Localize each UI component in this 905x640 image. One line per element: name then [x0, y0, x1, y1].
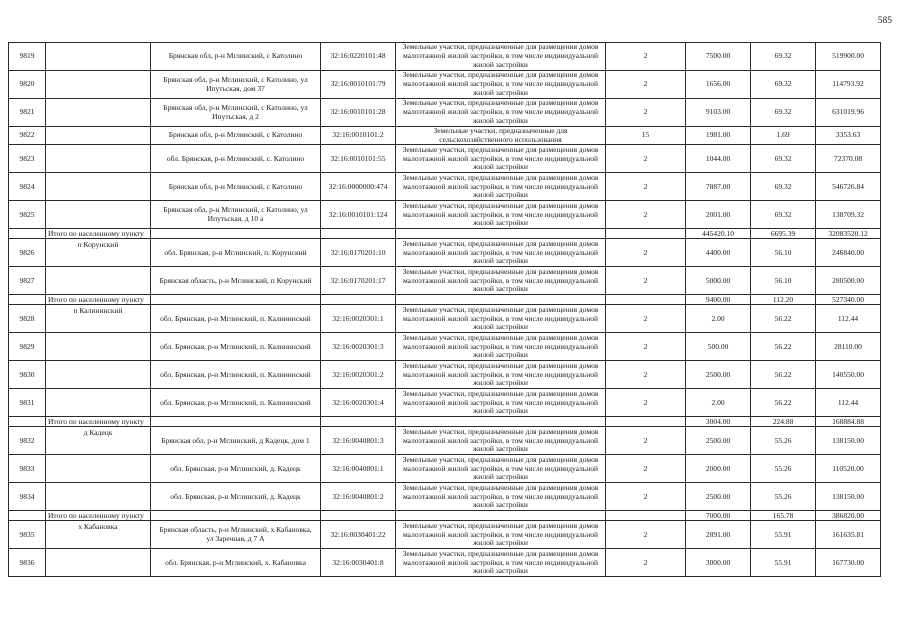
land-category-cell: Земельные участки, предназначенные для размещения домов малоэтажной жилой застройки, в том числе индивидуальной жилой застройки	[396, 305, 606, 333]
address-cell	[151, 229, 321, 239]
land-category-cell	[396, 511, 606, 521]
address-cell: обл. Брянская, р-н Мглинский, д. Кадецк	[151, 455, 321, 483]
land-category-cell: Земельные участки, предназначенные для размещения домов малоэтажной жилой застройки, в том числе индивидуальной жилой застройки	[396, 71, 606, 99]
land-category-cell: Земельные участки, предназначенные для размещения домов малоэтажной жилой застройки, в том числе индивидуальной жилой застройки	[396, 361, 606, 389]
table-row	[9, 549, 881, 577]
land-category-cell: Земельные участки, предназначенные для размещения домов малоэтажной жилой застройки, в том числе индивидуальной жилой застройки	[396, 43, 606, 71]
rate-cell: 69.32	[751, 99, 816, 127]
cadastral-value-cell: 519900.00	[816, 43, 881, 71]
total-label-cell: Итого по населенному пункту	[46, 511, 151, 521]
settlement-cell	[46, 145, 151, 173]
land-category-cell	[396, 295, 606, 305]
table-row	[9, 521, 881, 549]
area-cell: 2500.00	[686, 361, 751, 389]
row-number-cell: 9832	[9, 427, 46, 455]
category-code-cell: 2	[606, 43, 686, 71]
address-cell: Брянская обл, р-н Мглинский, с Католино, ул Ипутьская, дом 37	[151, 71, 321, 99]
category-code-cell: 2	[606, 455, 686, 483]
table-row	[9, 333, 881, 361]
cadastral-number-cell	[321, 417, 396, 427]
area-cell: 2001.00	[686, 201, 751, 229]
row-number-cell	[9, 417, 46, 427]
cadastral-number-cell: 32:16:0010101:28	[321, 99, 396, 127]
cadastral-number-cell: 32:16:0030401:22	[321, 521, 396, 549]
cadastral-value-cell: 138150.00	[816, 483, 881, 511]
table-row	[9, 427, 881, 455]
land-category-cell	[396, 229, 606, 239]
settlement-cell	[46, 99, 151, 127]
total-cadastral-value-cell: 32083520.12	[816, 229, 881, 239]
row-number-cell: 9820	[9, 71, 46, 99]
settlement-cell	[46, 267, 151, 295]
land-category-cell: Земельные участки, предназначенные для размещения домов малоэтажной жилой застройки, в том числе индивидуальной жилой застройки	[396, 239, 606, 267]
rate-cell: 1.69	[751, 127, 816, 145]
cadastral-value-cell: 246840.00	[816, 239, 881, 267]
settlement-cell	[46, 71, 151, 99]
total-area-cell: 445420.10	[686, 229, 751, 239]
area-cell: 3000.00	[686, 549, 751, 577]
category-code-cell: 2	[606, 201, 686, 229]
rate-cell: 69.32	[751, 173, 816, 201]
settlement-cell: х Кабановка	[46, 521, 151, 549]
row-number-cell: 9833	[9, 455, 46, 483]
rate-cell: 69.32	[751, 201, 816, 229]
rate-cell: 56.10	[751, 239, 816, 267]
cadastral-number-cell	[321, 295, 396, 305]
total-rate-cell: 224.88	[751, 417, 816, 427]
address-cell: Брянская обл, р-н Мглинский, с Католино, ул Ипутьская, д 2	[151, 99, 321, 127]
total-label-cell: Итого по населенному пункту	[46, 417, 151, 427]
rate-cell: 55.26	[751, 483, 816, 511]
settlement-cell	[46, 43, 151, 71]
cadastral-value-cell: 631019.96	[816, 99, 881, 127]
settlement-cell	[46, 389, 151, 417]
cadastral-number-cell: 32:16:0020301:1	[321, 305, 396, 333]
address-cell: Брянская обл, р-н Мглинский, с Католино	[151, 43, 321, 71]
area-cell: 2500.00	[686, 483, 751, 511]
total-label-cell: Итого по населенному пункту	[46, 229, 151, 239]
cadastral-value-cell: 280500.00	[816, 267, 881, 295]
row-number-cell: 9831	[9, 389, 46, 417]
land-plots-table-body	[9, 43, 881, 577]
settlement-total-row	[9, 229, 881, 239]
land-category-cell: Земельные участки, предназначенные для сельскохозяйственного использования	[396, 127, 606, 145]
table-row	[9, 201, 881, 229]
row-number-cell: 9825	[9, 201, 46, 229]
land-category-cell: Земельные участки, предназначенные для размещения домов малоэтажной жилой застройки, в том числе индивидуальной жилой застройки	[396, 427, 606, 455]
settlement-total-row	[9, 295, 881, 305]
area-cell: 500.00	[686, 333, 751, 361]
land-category-cell: Земельные участки, предназначенные для размещения домов малоэтажной жилой застройки, в том числе индивидуальной жилой застройки	[396, 201, 606, 229]
cadastral-number-cell: 32:16:0020301:2	[321, 361, 396, 389]
address-cell: Брянская обл, р-н Мглинский, д Кадецк, дом 1	[151, 427, 321, 455]
category-code-cell: 2	[606, 427, 686, 455]
cadastral-value-cell: 112.44	[816, 305, 881, 333]
address-cell: Брянская область, р-н Мглинский, х Кабановка, ул Заречная, д 7 А	[151, 521, 321, 549]
total-cadastral-value-cell: 527340.00	[816, 295, 881, 305]
address-cell	[151, 511, 321, 521]
category-code-cell: 2	[606, 71, 686, 99]
address-cell: обл. Брянская, р-н Мглинский, п. Калининский	[151, 333, 321, 361]
area-cell: 4400.00	[686, 239, 751, 267]
cadastral-number-cell: 32:16:0040801:1	[321, 455, 396, 483]
cadastral-number-cell: 32:16:0170201:17	[321, 267, 396, 295]
category-code-cell	[606, 295, 686, 305]
land-category-cell: Земельные участки, предназначенные для размещения домов малоэтажной жилой застройки, в том числе индивидуальной жилой застройки	[396, 99, 606, 127]
cadastral-number-cell: 32:16:0220101:48	[321, 43, 396, 71]
row-number-cell: 9826	[9, 239, 46, 267]
category-code-cell: 2	[606, 173, 686, 201]
rate-cell: 55.91	[751, 521, 816, 549]
area-cell: 5000.00	[686, 267, 751, 295]
address-cell: обл. Брянская, р-н Мглинский, п. Калининский	[151, 389, 321, 417]
category-code-cell: 2	[606, 239, 686, 267]
settlement-total-row	[9, 511, 881, 521]
category-code-cell	[606, 511, 686, 521]
total-cadastral-value-cell: 168884.88	[816, 417, 881, 427]
land-category-cell: Земельные участки, предназначенные для размещения домов малоэтажной жилой застройки, в том числе индивидуальной жилой застройки	[396, 333, 606, 361]
table-row	[9, 99, 881, 127]
row-number-cell: 9819	[9, 43, 46, 71]
row-number-cell: 9822	[9, 127, 46, 145]
cadastral-number-cell: 32:16:0010101:55	[321, 145, 396, 173]
land-category-cell: Земельные участки, предназначенные для размещения домов малоэтажной жилой застройки, в том числе индивидуальной жилой застройки	[396, 521, 606, 549]
settlement-total-row	[9, 417, 881, 427]
category-code-cell: 2	[606, 549, 686, 577]
cadastral-number-cell: 32:16:0040801:2	[321, 483, 396, 511]
total-area-cell: 9400.00	[686, 295, 751, 305]
settlement-cell	[46, 455, 151, 483]
area-cell: 2.00	[686, 389, 751, 417]
table-row	[9, 71, 881, 99]
row-number-cell: 9823	[9, 145, 46, 173]
category-code-cell	[606, 229, 686, 239]
rate-cell: 55.26	[751, 427, 816, 455]
row-number-cell	[9, 295, 46, 305]
cadastral-number-cell: 32:16:0010101:124	[321, 201, 396, 229]
table-row	[9, 389, 881, 417]
cadastral-number-cell: 32:16:0000000:474	[321, 173, 396, 201]
table-row	[9, 173, 881, 201]
row-number-cell: 9835	[9, 521, 46, 549]
row-number-cell: 9834	[9, 483, 46, 511]
cadastral-number-cell: 32:16:0020301:4	[321, 389, 396, 417]
rate-cell: 55.26	[751, 455, 816, 483]
row-number-cell	[9, 511, 46, 521]
address-cell: обл. Брянская, р-н Мглинский, п. Калининский	[151, 305, 321, 333]
total-label-cell: Итого по населенному пункту	[46, 295, 151, 305]
total-rate-cell: 112.20	[751, 295, 816, 305]
cadastral-value-cell: 114793.92	[816, 71, 881, 99]
settlement-cell	[46, 333, 151, 361]
land-category-cell: Земельные участки, предназначенные для размещения домов малоэтажной жилой застройки, в том числе индивидуальной жилой застройки	[396, 173, 606, 201]
row-number-cell: 9836	[9, 549, 46, 577]
area-cell: 2.00	[686, 305, 751, 333]
table-row	[9, 455, 881, 483]
cadastral-number-cell: 32:16:0030401:8	[321, 549, 396, 577]
address-cell: Брянская область, р-н Мглинский, п Корунский	[151, 267, 321, 295]
cadastral-value-cell: 72370.08	[816, 145, 881, 173]
total-area-cell: 3004.00	[686, 417, 751, 427]
category-code-cell: 2	[606, 333, 686, 361]
table-row	[9, 239, 881, 267]
settlement-cell	[46, 361, 151, 389]
total-area-cell: 7000.00	[686, 511, 751, 521]
land-category-cell: Земельные участки, предназначенные для размещения домов малоэтажной жилой застройки, в том числе индивидуальной жилой застройки	[396, 267, 606, 295]
cadastral-value-cell: 3353.63	[816, 127, 881, 145]
table-row	[9, 305, 881, 333]
cadastral-value-cell: 28110.00	[816, 333, 881, 361]
table-row	[9, 483, 881, 511]
land-category-cell	[396, 417, 606, 427]
land-category-cell: Земельные участки, предназначенные для размещения домов малоэтажной жилой застройки, в том числе индивидуальной жилой застройки	[396, 549, 606, 577]
area-cell: 1044.00	[686, 145, 751, 173]
address-cell: Брянская обл, р-н Мглинский, с Католино	[151, 127, 321, 145]
settlement-cell	[46, 127, 151, 145]
address-cell	[151, 417, 321, 427]
cadastral-value-cell: 546726.84	[816, 173, 881, 201]
land-category-cell: Земельные участки, предназначенные для размещения домов малоэтажной жилой застройки, в том числе индивидуальной жилой застройки	[396, 483, 606, 511]
cadastral-number-cell: 32:16:0040801:3	[321, 427, 396, 455]
area-cell: 2500.00	[686, 427, 751, 455]
settlement-cell	[46, 549, 151, 577]
address-cell: обл. Брянская, р-н Мглинский, х. Кабановка	[151, 549, 321, 577]
total-cadastral-value-cell: 386820.00	[816, 511, 881, 521]
cadastral-number-cell: 32:16:0010101:2	[321, 127, 396, 145]
rate-cell: 69.32	[751, 43, 816, 71]
category-code-cell: 2	[606, 267, 686, 295]
category-code-cell: 2	[606, 145, 686, 173]
cadastral-value-cell: 140550.00	[816, 361, 881, 389]
rate-cell: 69.32	[751, 145, 816, 173]
cadastral-number-cell	[321, 229, 396, 239]
settlement-cell: п Корунский	[46, 239, 151, 267]
table-row	[9, 127, 881, 145]
rate-cell: 69.32	[751, 71, 816, 99]
address-cell: Брянская обл, р-н Мглинский, с Католино	[151, 173, 321, 201]
settlement-cell: д Кадецк	[46, 427, 151, 455]
rate-cell: 56.22	[751, 305, 816, 333]
category-code-cell: 2	[606, 521, 686, 549]
rate-cell: 56.22	[751, 333, 816, 361]
cadastral-value-cell: 112.44	[816, 389, 881, 417]
land-category-cell: Земельные участки, предназначенные для размещения домов малоэтажной жилой застройки, в том числе индивидуальной жилой застройки	[396, 145, 606, 173]
row-number-cell: 9827	[9, 267, 46, 295]
address-cell: Брянская обл, р-н Мглинский, с Католино, ул Ипутьская, д 10 а	[151, 201, 321, 229]
rate-cell: 56.10	[751, 267, 816, 295]
rate-cell: 55.91	[751, 549, 816, 577]
rate-cell: 56.22	[751, 389, 816, 417]
address-cell: обл. Брянская, р-н Мглинский, п. Корунский	[151, 239, 321, 267]
address-cell: обл. Брянская, р-н Мглинский, п. Калининский	[151, 361, 321, 389]
page-number: 585	[877, 16, 892, 26]
cadastral-number-cell	[321, 511, 396, 521]
category-code-cell	[606, 417, 686, 427]
cadastral-value-cell: 161635.81	[816, 521, 881, 549]
cadastral-number-cell: 32:16:0020301:3	[321, 333, 396, 361]
cadastral-value-cell: 138709.32	[816, 201, 881, 229]
area-cell: 7500.00	[686, 43, 751, 71]
address-cell: обл. Брянская, р-н Мглинский, д. Кадецк	[151, 483, 321, 511]
area-cell: 1656.00	[686, 71, 751, 99]
category-code-cell: 2	[606, 305, 686, 333]
row-number-cell	[9, 229, 46, 239]
total-rate-cell: 165.78	[751, 511, 816, 521]
area-cell: 1981.00	[686, 127, 751, 145]
row-number-cell: 9829	[9, 333, 46, 361]
cadastral-number-cell: 32:16:0170201:10	[321, 239, 396, 267]
area-cell: 9103.00	[686, 99, 751, 127]
row-number-cell: 9824	[9, 173, 46, 201]
area-cell: 2000.00	[686, 455, 751, 483]
table-row	[9, 145, 881, 173]
table-row	[9, 43, 881, 71]
land-category-cell: Земельные участки, предназначенные для размещения домов малоэтажной жилой застройки, в том числе индивидуальной жилой застройки	[396, 455, 606, 483]
settlement-cell	[46, 201, 151, 229]
land-plots-table	[8, 42, 881, 577]
settlement-cell	[46, 483, 151, 511]
rate-cell: 56.22	[751, 361, 816, 389]
row-number-cell: 9828	[9, 305, 46, 333]
land-category-cell: Земельные участки, предназначенные для размещения домов малоэтажной жилой застройки, в том числе индивидуальной жилой застройки	[396, 389, 606, 417]
row-number-cell: 9830	[9, 361, 46, 389]
cadastral-value-cell: 110520.00	[816, 455, 881, 483]
cadastral-number-cell: 32:16:0010101:79	[321, 71, 396, 99]
settlement-cell: п Калининский	[46, 305, 151, 333]
row-number-cell: 9821	[9, 99, 46, 127]
area-cell: 7887.00	[686, 173, 751, 201]
category-code-cell: 2	[606, 483, 686, 511]
category-code-cell: 2	[606, 361, 686, 389]
category-code-cell: 2	[606, 99, 686, 127]
address-cell: обл. Брянская, р-н Мглинский, с. Католино	[151, 145, 321, 173]
category-code-cell: 2	[606, 389, 686, 417]
address-cell	[151, 295, 321, 305]
area-cell: 2891.00	[686, 521, 751, 549]
category-code-cell: 15	[606, 127, 686, 145]
cadastral-value-cell: 167730.00	[816, 549, 881, 577]
settlement-cell	[46, 173, 151, 201]
table-row	[9, 361, 881, 389]
cadastral-value-cell: 138150.00	[816, 427, 881, 455]
table-row	[9, 267, 881, 295]
total-rate-cell: 6695.39	[751, 229, 816, 239]
